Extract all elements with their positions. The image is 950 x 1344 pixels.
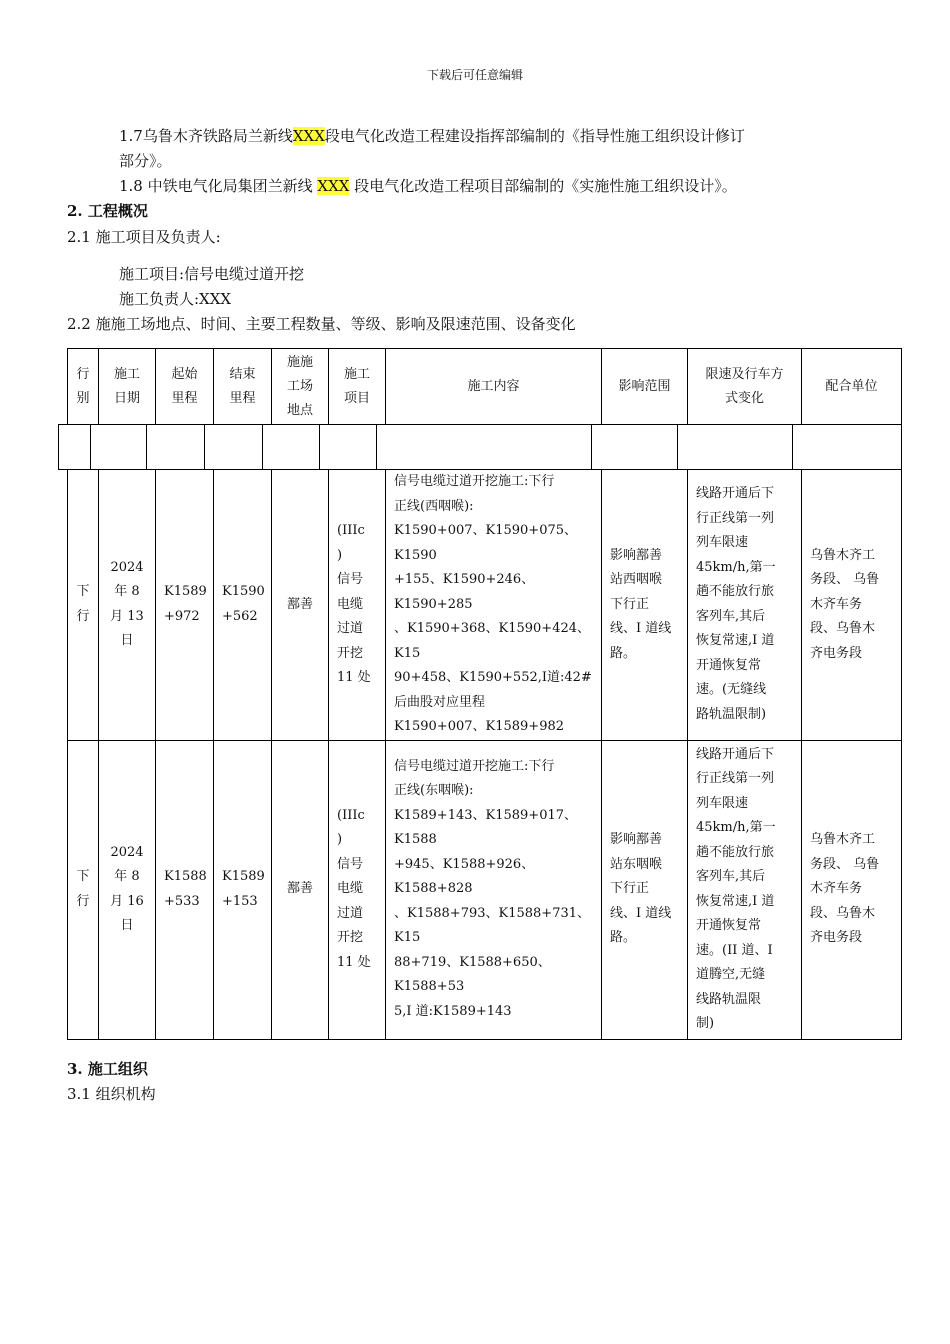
header-date: 施工 日期 — [99, 349, 156, 425]
ref-1-8-post: 段电气化改造工程项目部编制的《实施性施工组织设计》。 — [349, 177, 737, 195]
cell-item: (IIIc ) 信号 电缆 过道 开挖 11 处 — [329, 740, 386, 1039]
header-scope: 影响范围 — [602, 349, 688, 425]
project-line: 施工项目:信号电缆过道开挖 — [119, 265, 305, 283]
blank-cell — [678, 425, 793, 470]
cell-end: K1589 +153 — [214, 740, 272, 1039]
cell-speed: 线路开通后下 行正线第一列 列车限速 45km/h,第一 趟不能放行旅 客列车,其后 恢复常速,I 道 开通恢复常 速。(无缝线 路轨温限制) — [688, 470, 802, 741]
header-start: 起始 里程 — [156, 349, 214, 425]
header-speed: 限速及行车方 式变化 — [688, 349, 802, 425]
cell-end: K1590 +562 — [214, 470, 272, 741]
blank-cell — [205, 425, 263, 470]
cell-content: 信号电缆过道开挖施工:下行 正线(东咽喉): K1589+143、K1589+017、K1588 +945、K1588+926、K1588+828 、K1588+793、K1588+731、K15 88+719、K1588+650、K1588+53 5,I 道:K1589+143 — [386, 740, 602, 1039]
blank-cell — [91, 425, 147, 470]
section-2-title: 2. 工程概况 — [67, 202, 148, 220]
ref-1-7-post: 段电气化改造工程建设指挥部编制的《指导性施工组织设计修订 — [324, 127, 745, 145]
blank-cell — [592, 425, 678, 470]
header-content: 施工内容 — [386, 349, 602, 425]
section-3-title: 3. 施工组织 — [67, 1060, 148, 1078]
schedule-table — [67, 469, 902, 1040]
blank-cell — [377, 425, 592, 470]
ref-1-7-highlight: XXX — [292, 127, 325, 145]
section-2-1-title: 2.1 施工项目及负责人: — [67, 228, 221, 246]
cell-scope: 影响鄯善 站东咽喉 下行正 线、I 道线 路。 — [602, 740, 688, 1039]
cell-start: K1588 +533 — [156, 740, 214, 1039]
blank-cell — [263, 425, 320, 470]
blank-cell — [793, 425, 902, 470]
cell-date: 2024 年 8 月 13 日 — [99, 470, 156, 741]
cell-unit: 乌鲁木齐工 务段、 乌鲁 木齐车务 段、乌鲁木 齐电务段 — [802, 470, 902, 741]
table-row — [68, 470, 902, 741]
ref-1-8-pre: 1.8 中铁电气化局集团兰新线 — [119, 177, 318, 195]
ref-1-7 — [119, 124, 745, 148]
blank-cell — [320, 425, 377, 470]
cell-speed: 线路开通后下 行正线第一列 列车限速 45km/h,第一 趟不能放行旅 客列车,其后 恢复常速,I 道 开通恢复常 速。(II 道、I 道腾空,无缝 线路轨温限 制) — [688, 740, 802, 1039]
cell-line: 下 行 — [68, 470, 99, 741]
header-line: 行 别 — [68, 349, 99, 425]
table-header — [67, 348, 902, 425]
cell-content: 信号电缆过道开挖施工:下行 正线(西咽喉): K1590+007、K1590+075、K1590 +155、K1590+246、K1590+285 、K1590+368、K1590+424、K15 90+458、K1590+552,I道:42# 后曲股对应里程 K1590+007、K1589+982 — [386, 470, 602, 741]
header-end: 结束 里程 — [214, 349, 272, 425]
section-2-2-title: 2.2 施施工场地点、时间、主要工程数量、等级、影响及限速范围、设备变化 — [67, 315, 576, 333]
table-row — [68, 740, 902, 1039]
cell-unit: 乌鲁木齐工 务段、 乌鲁 木齐车务 段、乌鲁木 齐电务段 — [802, 740, 902, 1039]
ref-1-8 — [119, 174, 737, 198]
cell-line: 下 行 — [68, 740, 99, 1039]
blank-cell — [59, 425, 91, 470]
cell-date: 2024 年 8 月 16 日 — [99, 740, 156, 1039]
header-place: 施施 工场 地点 — [272, 349, 329, 425]
cell-start: K1589 +972 — [156, 470, 214, 741]
ref-1-7-continued: 部分》。 — [119, 152, 172, 170]
header-note: 下载后可任意编辑 — [426, 68, 523, 82]
ref-1-7-pre: 1.7乌鲁木齐铁路局兰新线 — [119, 127, 293, 145]
blank-cell — [147, 425, 205, 470]
cell-scope: 影响鄯善 站西咽喉 下行正 线、I 道线 路。 — [602, 470, 688, 741]
ref-1-8-highlight: XXX — [317, 177, 350, 195]
manager-line: 施工负责人:XXX — [119, 290, 232, 308]
header-item: 施工 项目 — [329, 349, 386, 425]
section-3-1-title: 3.1 组织机构 — [67, 1085, 156, 1103]
cell-place: 鄯善 — [272, 740, 329, 1039]
blank-row-table — [58, 424, 902, 470]
cell-item: (IIIc ) 信号 电缆 过道 开挖 11 处 — [329, 470, 386, 741]
cell-place: 鄯善 — [272, 470, 329, 741]
header-unit: 配合单位 — [802, 349, 902, 425]
